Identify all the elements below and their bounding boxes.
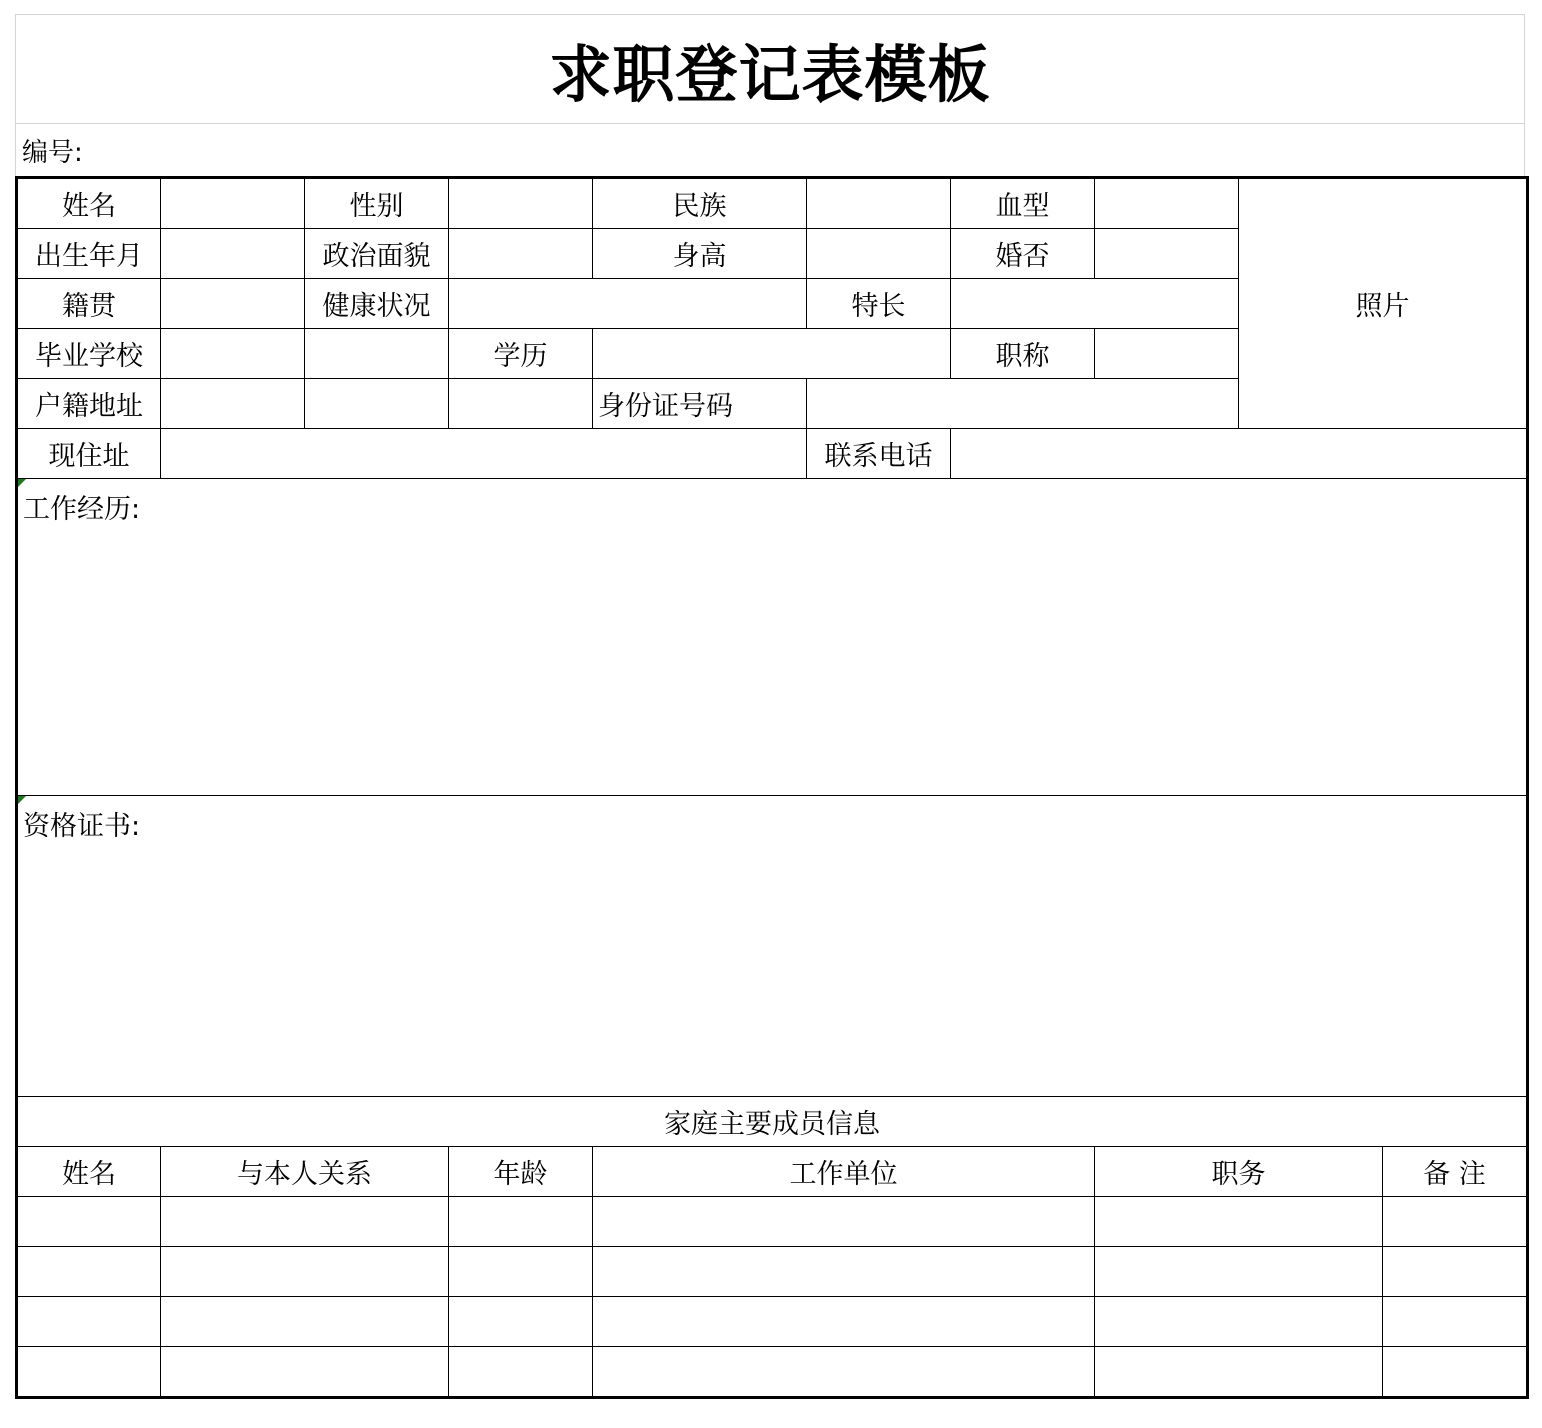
family-relationship-cell[interactable]	[161, 1247, 449, 1297]
work-experience-label: 工作经历:	[23, 494, 141, 525]
political-status-field[interactable]	[449, 229, 593, 279]
current-address-field[interactable]	[161, 429, 807, 479]
family-column-headers	[17, 1147, 1528, 1197]
native-place-field[interactable]	[161, 279, 305, 329]
graduate-school-field-b[interactable]	[305, 329, 449, 379]
family-age-cell[interactable]	[449, 1247, 593, 1297]
ethnicity-field[interactable]	[807, 178, 951, 229]
birth-date-field[interactable]	[161, 229, 305, 279]
family-remarks-cell[interactable]	[1383, 1347, 1528, 1398]
graduate-school-label: 毕业学校	[17, 329, 161, 379]
work-experience-cell[interactable]	[17, 479, 1528, 796]
family-col-position: 职务	[1095, 1147, 1383, 1197]
family-position-cell[interactable]	[1095, 1247, 1383, 1297]
family-remarks-cell[interactable]	[1383, 1297, 1528, 1347]
height-field[interactable]	[807, 229, 951, 279]
table-row	[17, 1197, 1528, 1247]
family-col-relationship: 与本人关系	[161, 1147, 449, 1197]
family-name-cell[interactable]	[17, 1297, 161, 1347]
household-address-field-b[interactable]	[305, 379, 449, 429]
registration-form-table	[15, 176, 1529, 1399]
family-position-cell[interactable]	[1095, 1347, 1383, 1398]
certificates-cell[interactable]	[17, 796, 1528, 1097]
table-row	[17, 1347, 1528, 1398]
household-address-label: 户籍地址	[17, 379, 161, 429]
family-position-cell[interactable]	[1095, 1297, 1383, 1347]
ethnicity-label: 民族	[593, 178, 807, 229]
education-field[interactable]	[593, 329, 951, 379]
family-relationship-cell[interactable]	[161, 1197, 449, 1247]
specialty-label: 特长	[807, 279, 951, 329]
form-row-6	[17, 429, 1528, 479]
blood-type-field[interactable]	[1095, 178, 1239, 229]
family-relationship-cell[interactable]	[161, 1347, 449, 1398]
work-experience-row	[17, 479, 1528, 796]
native-place-label: 籍贯	[17, 279, 161, 329]
family-age-cell[interactable]	[449, 1297, 593, 1347]
family-name-cell[interactable]	[17, 1347, 161, 1398]
family-employer-cell[interactable]	[593, 1197, 1095, 1247]
family-relationship-cell[interactable]	[161, 1297, 449, 1347]
marital-status-field[interactable]	[1095, 229, 1239, 279]
political-status-label: 政治面貌	[305, 229, 449, 279]
family-employer-cell[interactable]	[593, 1347, 1095, 1398]
blood-type-label: 血型	[951, 178, 1095, 229]
page-title: 求职登记表模板	[15, 14, 1525, 124]
family-name-cell[interactable]	[17, 1197, 161, 1247]
graduate-school-field-a[interactable]	[161, 329, 305, 379]
family-remarks-cell[interactable]	[1383, 1197, 1528, 1247]
current-address-label: 现住址	[17, 429, 161, 479]
family-section-title: 家庭主要成员信息	[17, 1097, 1528, 1147]
family-employer-cell[interactable]	[593, 1247, 1095, 1297]
family-title-row	[17, 1097, 1528, 1147]
certificates-row	[17, 796, 1528, 1097]
family-col-name: 姓名	[17, 1147, 161, 1197]
family-employer-cell[interactable]	[593, 1297, 1095, 1347]
name-label: 姓名	[17, 178, 161, 229]
table-row	[17, 1247, 1528, 1297]
household-address-field-a[interactable]	[161, 379, 305, 429]
family-col-age: 年龄	[449, 1147, 593, 1197]
family-age-cell[interactable]	[449, 1197, 593, 1247]
photo-cell[interactable]: 照片	[1239, 178, 1528, 429]
height-label: 身高	[593, 229, 807, 279]
family-age-cell[interactable]	[449, 1347, 593, 1398]
comment-indicator-icon	[18, 479, 26, 487]
form-row-1	[17, 178, 1528, 229]
education-label: 学历	[449, 329, 593, 379]
name-field[interactable]	[161, 178, 305, 229]
family-position-cell[interactable]	[1095, 1197, 1383, 1247]
family-col-employer: 工作单位	[593, 1147, 1095, 1197]
health-field[interactable]	[449, 279, 807, 329]
id-number-field[interactable]	[807, 379, 1239, 429]
birth-date-label: 出生年月	[17, 229, 161, 279]
comment-indicator-icon	[18, 796, 26, 804]
professional-title-field[interactable]	[1095, 329, 1239, 379]
family-remarks-cell[interactable]	[1383, 1247, 1528, 1297]
household-address-field-c[interactable]	[449, 379, 593, 429]
phone-field[interactable]	[951, 429, 1528, 479]
table-row	[17, 1297, 1528, 1347]
certificates-label: 资格证书:	[23, 811, 141, 842]
marital-status-label: 婚否	[951, 229, 1095, 279]
gender-field[interactable]	[449, 178, 593, 229]
registration-sheet	[15, 14, 1527, 1414]
professional-title-label: 职称	[951, 329, 1095, 379]
phone-label: 联系电话	[807, 429, 951, 479]
gender-label: 性别	[305, 178, 449, 229]
serial-number-label: 编号:	[15, 124, 1525, 176]
specialty-field[interactable]	[951, 279, 1239, 329]
family-col-remarks: 备 注	[1383, 1147, 1528, 1197]
health-label: 健康状况	[305, 279, 449, 329]
id-number-label: 身份证号码	[593, 379, 807, 429]
family-name-cell[interactable]	[17, 1247, 161, 1297]
